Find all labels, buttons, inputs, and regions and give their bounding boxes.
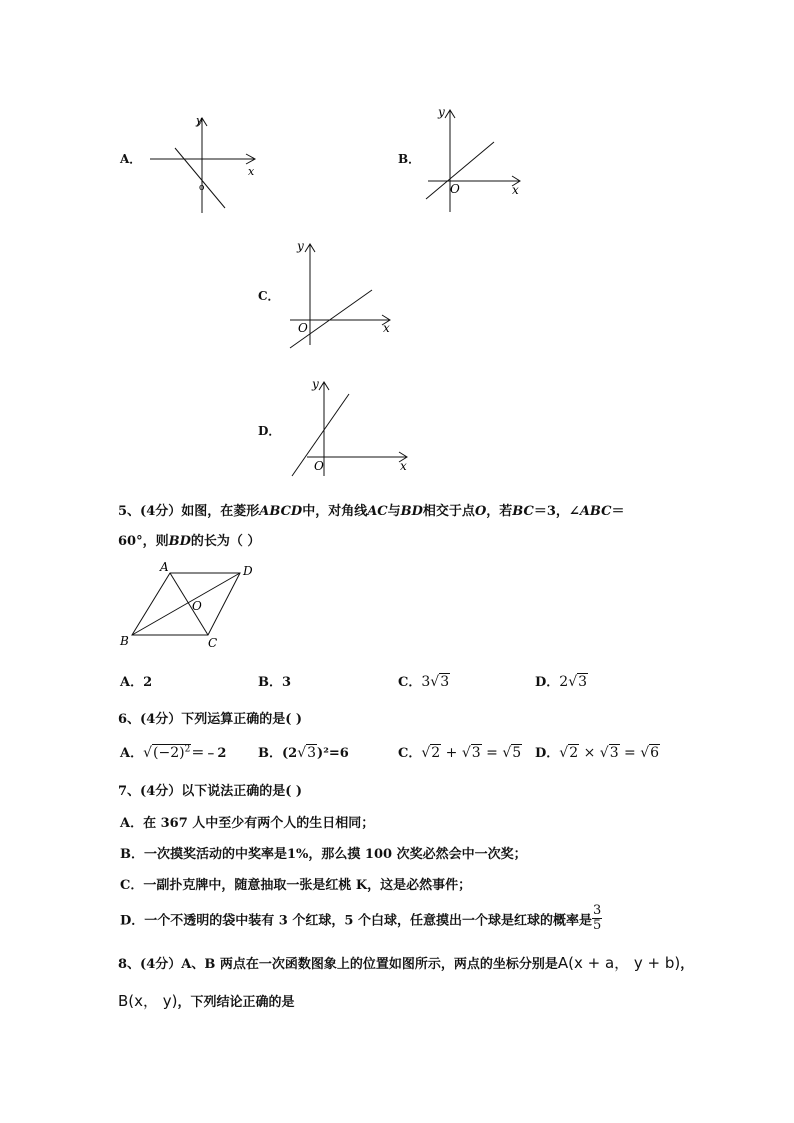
q7-option-d: D．一个不透明的袋中装有 3 个红球，5 个白球，任意摸出一个球是红球的概率是 $\frac{3}{5}$ [120, 903, 602, 934]
vertex-b: B [120, 634, 129, 648]
graph-c-y-label: y [297, 239, 304, 253]
graph-a-o-label: o [199, 183, 205, 193]
graph-a [140, 108, 270, 218]
rhombus-figure [115, 558, 265, 654]
graph-a-y-label: y [196, 114, 203, 127]
q6-option-a: A．$√(-2)^2=﹣2$ [120, 744, 227, 761]
q7-stem: 7、(4分）以下说法正确的是( ) [118, 784, 303, 799]
q5-option-b: B．3 [258, 675, 292, 690]
graph-c-o-label: O [298, 321, 308, 335]
graph-b-x-label: x [512, 183, 519, 197]
graph-b-label: B． [398, 152, 421, 166]
q7-option-b: B．一次摸奖活动的中奖率是1%，那么摸 100 次奖必然会中一次奖； [120, 847, 527, 862]
q8-stem-line2: B(x， y)，下列结论正确的是 [118, 992, 295, 1010]
q7-option-a: A．在 367 人中至少有两个人的生日相同； [120, 816, 375, 831]
probability-fraction: $\frac{3}{5}$ [592, 903, 602, 934]
q7-option-c: C．一副扑克牌中，随意抽取一张是红桃 K，这是必然事件； [120, 878, 472, 893]
graph-d-x-label: x [400, 459, 407, 473]
graph-a-label: A． [120, 152, 142, 166]
q5-option-c: C．3√3 [398, 674, 450, 690]
q8-stem: 8、(4分）A、B 两点在一次函数图象上的位置如图所示，两点的坐标分别是A(x + a， y + b)， [118, 954, 694, 972]
graph-d-y-label: y [312, 377, 319, 391]
graph-c-label: C． [258, 289, 280, 303]
graph-d-o-label: O [314, 459, 324, 473]
graph-b-o-label: O [450, 182, 460, 196]
q6-option-b: B．(2√3)²=6 [258, 745, 349, 761]
q5-option-a: A．2 [120, 675, 153, 690]
q5-option-d: D．2√3 [535, 674, 588, 690]
q6-stem: 6、(4分）下列运算正确的是( ) [118, 712, 303, 727]
q6-option-d: D．√2 × √3 = √6 [535, 745, 660, 761]
graph-a-x-label: x [248, 165, 255, 178]
center-o: O [192, 599, 202, 613]
graph-c-x-label: x [383, 321, 390, 335]
vertex-a: A [160, 560, 169, 574]
graph-d-label: D． [258, 424, 281, 438]
q5-stem-line2: 60°，则BD的长为（ ） [118, 534, 261, 549]
graph-c [285, 238, 395, 350]
vertex-c: C [208, 636, 218, 650]
vertex-d: D [243, 564, 253, 578]
graph-b [420, 104, 530, 216]
graph-d [287, 374, 412, 478]
q5-stem-line1: 5、(4分）如图，在菱形ABCD中，对角线AC与BD相交于点O，若BC＝3，∠ABC＝ [118, 504, 625, 519]
graph-b-y-label: y [438, 105, 445, 119]
q6-option-c: C．√2 + √3 = √5 [398, 745, 522, 761]
